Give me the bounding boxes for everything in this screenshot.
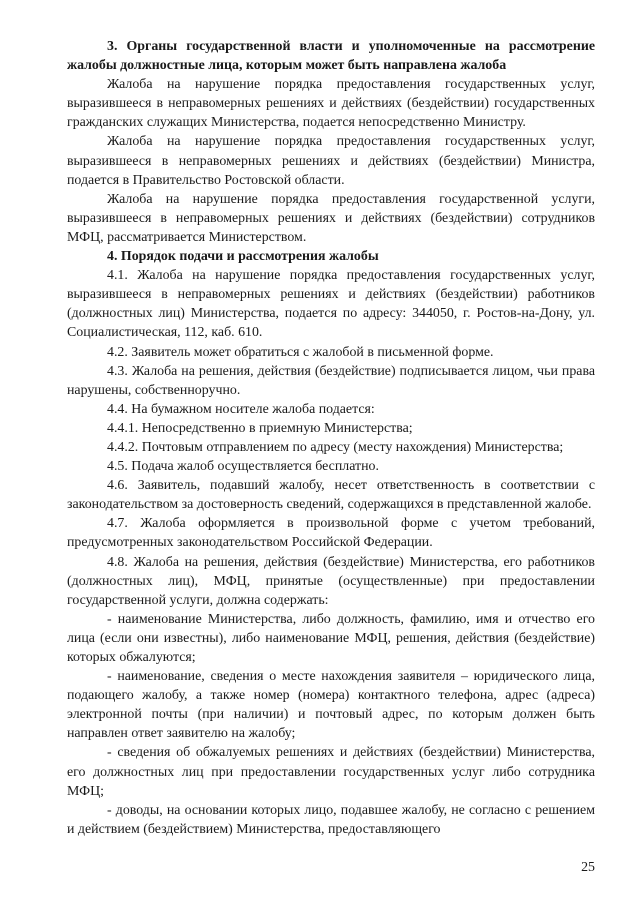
paragraph-4-4: 4.4. На бумажном носителе жалоба подается: [107,401,375,417]
list-item: - сведения об обжалуемых решениях и действиях (бездействии) Министерства, его должностных лиц при предоставлении государственных услуг либо сотрудника МФЦ; [67,745,595,799]
paragraph-4-3: 4.3. Жалоба на решения, действия (бездействие) подписывается лицом, чьи права нарушены, собственноручно. [67,363,595,398]
list-item: - доводы, на основании которых лицо, подавшее жалобу, не согласно с решением и действием (бездействием) Министерства, предоставляющего [67,802,595,837]
paragraph: Жалоба на нарушение порядка предоставления государственных услуг, выразившееся в неправомерных решениях и действиях (бездействии) Министра, подается в Правительство Ростовской области. [67,134,595,188]
paragraph-4-1: 4.1. Жалоба на нарушение порядка предоставления государственных услуг, выразившееся в неправомерных решениях и действиях (бездействии) работников (должностных лиц) Министерства, подается по адресу: 344050, г. Ростов-на-Дону, ул. Социалистическая, 112, каб. 610. [67,268,595,341]
paragraph-4-4-1: 4.4.1. Непосредственно в приемную Министерства; [107,420,413,436]
list-item: - наименование, сведения о месте нахождения заявителя – юридического лица, подающего жалобу, а также номер (номера) контактного телефона, адрес (адреса) электронной почты (при наличии) и почтовый адрес, по которым должен быть направлен ответ заявителю на жалобу; [67,669,595,742]
paragraph-4-4-2: 4.4.2. Почтовым отправлением по адресу (месту нахождения) Министерства; [107,439,564,455]
paragraph-4-2: 4.2. Заявитель может обратиться с жалобой в письменной форме. [107,344,494,360]
paragraph-4-8: 4.8. Жалоба на решения, действия (бездействие) Министерства, его работников (должностных лиц), МФЦ, принятые (осуществленные) при предоставлении государственной услуги, должна содержать: [67,554,595,608]
section-3-heading: 3. Органы государственной власти и уполномоченные на рассмотрение жалобы должностные лица, которым может быть направлена жалоба [67,39,595,74]
paragraph-4-6: 4.6. Заявитель, подавший жалобу, несет ответственность в соответствии с законодательством за достоверность сведений, содержащихся в представленной жалобе. [67,478,595,513]
document-page [67,37,595,839]
paragraph: Жалоба на нарушение порядка предоставления государственных услуг, выразившееся в неправомерных решениях и действиях (бездействии) государственных гражданских служащих Министерства, подается непосредственно Министру. [67,77,595,131]
page-number: 25 [581,860,595,875]
paragraph-4-7: 4.7. Жалоба оформляется в произвольной форме с учетом требований, предусмотренных законодательством Российской Федерации. [67,516,595,551]
paragraph: Жалоба на нарушение порядка предоставления государственной услуги, выразившееся в неправомерных решениях и действиях (бездействии) сотрудников МФЦ, рассматривается Министерством. [67,191,595,245]
section-4-heading: 4. Порядок подачи и рассмотрения жалобы [107,249,379,265]
paragraph-4-5: 4.5. Подача жалоб осуществляется бесплатно. [107,459,379,475]
list-item: - наименование Министерства, либо должность, фамилию, имя и отчество его лица (если они известны), либо наименование МФЦ, решения, действия (бездействие) которых обжалуются; [67,611,595,665]
